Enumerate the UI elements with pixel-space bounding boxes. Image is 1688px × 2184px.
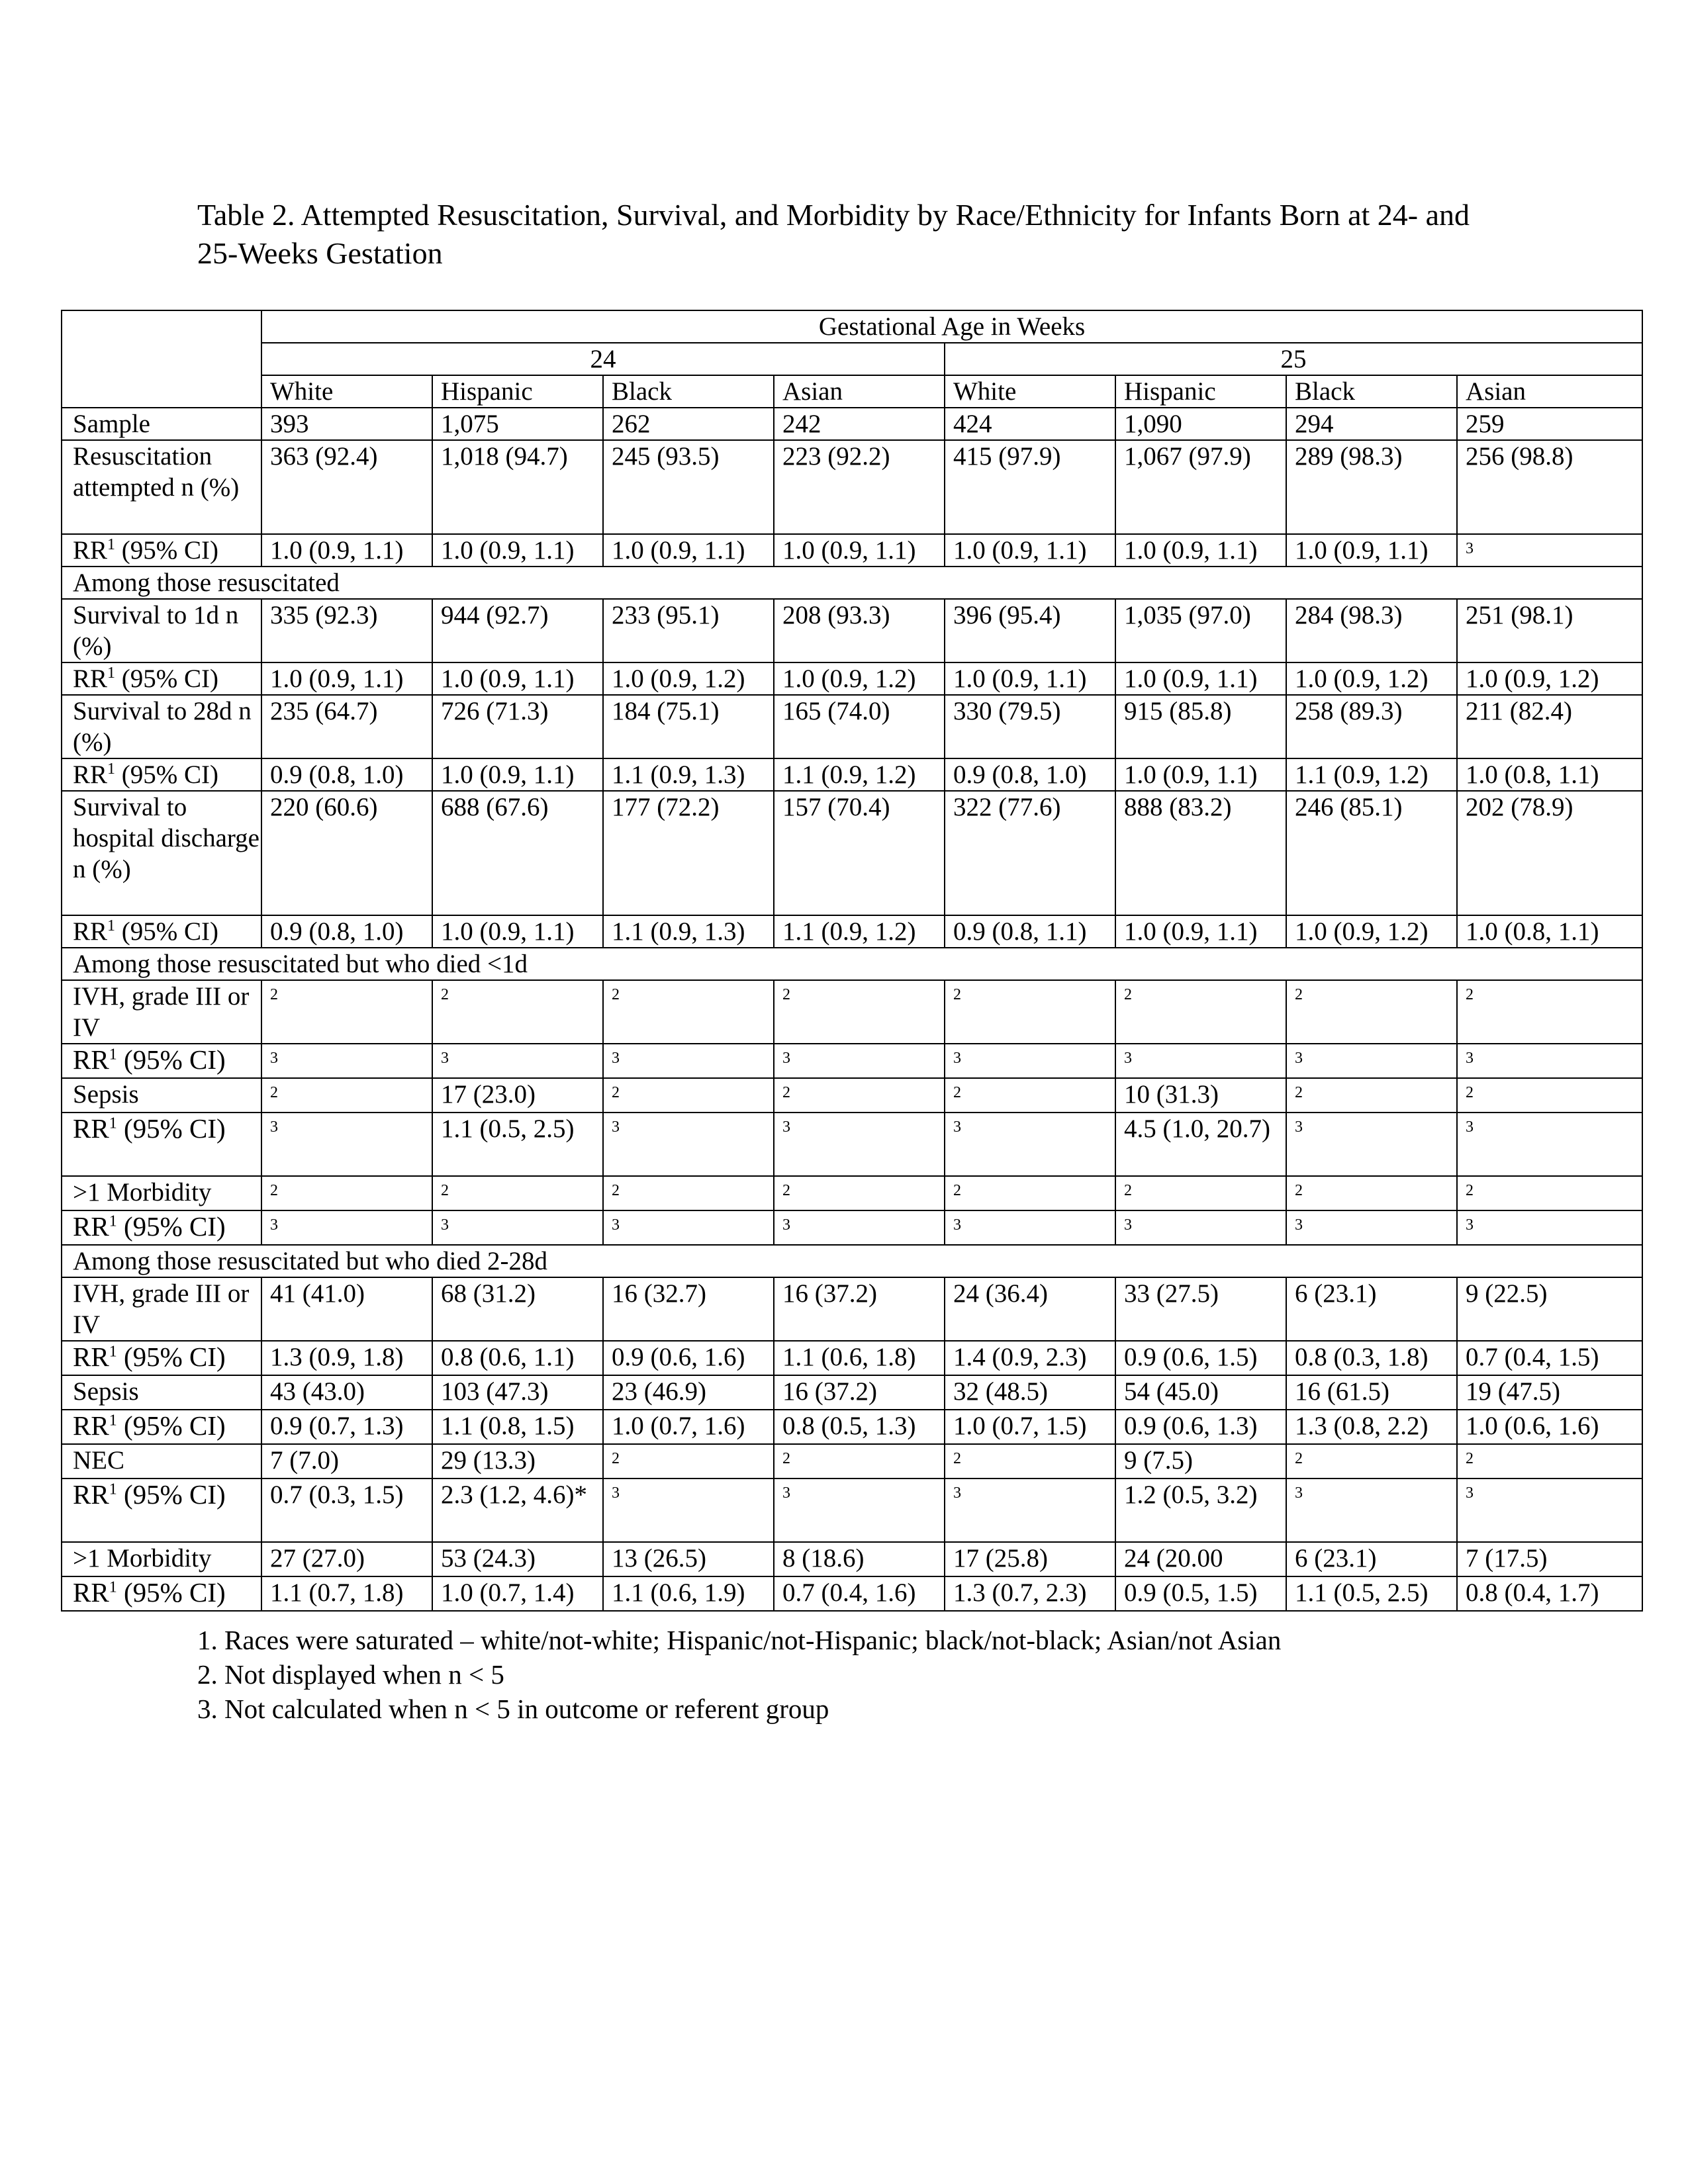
- value-cell: 220 (60.6): [261, 791, 432, 915]
- value-cell: 43 (43.0): [261, 1375, 432, 1410]
- rr-cell: 3: [1457, 1479, 1642, 1542]
- rr-label: [62, 915, 261, 948]
- rr-cell: 1.0 (0.9, 1.1): [1115, 534, 1286, 567]
- rr-row-a-morb: [62, 1210, 1642, 1245]
- value-cell: 330 (79.5): [945, 695, 1115, 758]
- value-cell: 2: [603, 1444, 774, 1479]
- row-label: NEC: [62, 1444, 261, 1479]
- rr-label: [62, 1410, 261, 1444]
- value-cell: 888 (83.2): [1115, 791, 1286, 915]
- value-cell: 9 (7.5): [1115, 1444, 1286, 1479]
- rr-cell: 3: [945, 1044, 1115, 1078]
- rr-label: [62, 662, 261, 695]
- value-cell: 251 (98.1): [1457, 599, 1642, 662]
- rr-cell: 1.0 (0.9, 1.1): [261, 534, 432, 567]
- header-row-ga: [62, 310, 1642, 343]
- rr-label: [62, 534, 261, 567]
- value-cell: 2: [603, 980, 774, 1044]
- rr-cell: 3: [774, 1113, 945, 1176]
- value-cell: 23 (46.9): [603, 1375, 774, 1410]
- rr-cell: 1.4 (0.9, 2.3): [945, 1341, 1115, 1375]
- rr-row-a-sepsis: [62, 1113, 1642, 1176]
- rr-cell: 1.0 (0.7, 1.5): [945, 1410, 1115, 1444]
- rr-footnote-marker: 1: [109, 1343, 117, 1361]
- rr-footnote-marker: 1: [109, 1046, 117, 1064]
- data-row-a-morb: [62, 1176, 1642, 1210]
- rr-cell: 1.3 (0.7, 2.3): [945, 1576, 1115, 1611]
- rr-label-text: RR: [73, 1479, 109, 1510]
- rr-label: [62, 1576, 261, 1611]
- rr-cell: 1.0 (0.9, 1.1): [432, 915, 603, 948]
- rr-cell: 1.0 (0.7, 1.4): [432, 1576, 603, 1611]
- value-cell: 9 (22.5): [1457, 1277, 1642, 1341]
- rr-cell: 1.0 (0.9, 1.1): [1115, 915, 1286, 948]
- value-cell: 157 (70.4): [774, 791, 945, 915]
- value-cell: 103 (47.3): [432, 1375, 603, 1410]
- rr-label: [62, 758, 261, 791]
- rr-cell: 0.9 (0.6, 1.3): [1115, 1410, 1286, 1444]
- rr-label-text: RR: [73, 1577, 109, 1608]
- rr-cell: 0.9 (0.8, 1.0): [261, 915, 432, 948]
- rr-cell: 0.9 (0.8, 1.0): [945, 758, 1115, 791]
- rr-label-text: RR: [73, 1410, 109, 1441]
- sample-cell: 424: [945, 408, 1115, 440]
- rr-cell: 3: [432, 1044, 603, 1078]
- rr-cell: 3: [945, 1113, 1115, 1176]
- data-row-b-nec: [62, 1444, 1642, 1479]
- rr-cell: 0.8 (0.4, 1.7): [1457, 1576, 1642, 1611]
- section-heading: Among those resuscitated but who died <1d: [62, 948, 1642, 980]
- rr-cell: 0.7 (0.4, 1.6): [774, 1576, 945, 1611]
- rr-cell: 1.0 (0.9, 1.1): [774, 534, 945, 567]
- rr-cell: 1.0 (0.9, 1.1): [432, 758, 603, 791]
- value-cell: 233 (95.1): [603, 599, 774, 662]
- value-cell: 258 (89.3): [1286, 695, 1457, 758]
- rr-cell: 1.0 (0.9, 1.1): [1115, 662, 1286, 695]
- rr-cell: 1.1 (0.8, 1.5): [432, 1410, 603, 1444]
- header-corner: [62, 310, 261, 408]
- rr-cell: 0.9 (0.6, 1.6): [603, 1341, 774, 1375]
- value-cell: 335 (92.3): [261, 599, 432, 662]
- rr-footnote-marker: 1: [109, 1412, 117, 1430]
- sample-cell: 259: [1457, 408, 1642, 440]
- rr-row-b-sepsis: [62, 1410, 1642, 1444]
- rr-row-surv28d: [62, 758, 1642, 791]
- rr-cell: 3: [261, 1113, 432, 1176]
- rr-cell: 1.0 (0.7, 1.6): [603, 1410, 774, 1444]
- rr-cell: 4.5 (1.0, 20.7): [1115, 1113, 1286, 1176]
- section-row: [62, 567, 1642, 599]
- rr-cell: 1.0 (0.9, 1.2): [774, 662, 945, 695]
- row-label: Sepsis: [62, 1375, 261, 1410]
- value-cell: 2: [1457, 1444, 1642, 1479]
- rr-cell: 3: [603, 1479, 774, 1542]
- value-cell: 1,067 (97.9): [1115, 440, 1286, 534]
- rr-cell: 1.3 (0.9, 1.8): [261, 1341, 432, 1375]
- value-cell: 322 (77.6): [945, 791, 1115, 915]
- data-row-resus: [62, 440, 1642, 534]
- rr-cell: 3: [1286, 1210, 1457, 1245]
- row-label: >1 Morbidity: [62, 1176, 261, 1210]
- value-cell: 6 (23.1): [1286, 1542, 1457, 1576]
- rr-label-suffix: (95% CI): [117, 1410, 226, 1441]
- rr-cell: 3: [774, 1044, 945, 1078]
- value-cell: 7 (17.5): [1457, 1542, 1642, 1576]
- rr-cell: 1.1 (0.9, 1.3): [603, 915, 774, 948]
- header-row-races: [62, 375, 1642, 408]
- value-cell: 415 (97.9): [945, 440, 1115, 534]
- rr-label-suffix: (95% CI): [115, 536, 218, 565]
- value-cell: 16 (37.2): [774, 1375, 945, 1410]
- section-heading: Among those resuscitated but who died 2-28d: [62, 1245, 1642, 1277]
- rr-cell: 1.0 (0.9, 1.2): [1457, 662, 1642, 695]
- data-row-a-ivh: [62, 980, 1642, 1044]
- footnote-1: 1. Races were saturated – white/not-white; Hispanic/not-Hispanic; black/not-black; Asian/not Asian: [197, 1625, 1282, 1655]
- value-cell: 6 (23.1): [1286, 1277, 1457, 1341]
- section-row: [62, 948, 1642, 980]
- value-cell: 24 (36.4): [945, 1277, 1115, 1341]
- value-cell: 2: [1286, 980, 1457, 1044]
- value-cell: 2: [432, 1176, 603, 1210]
- rr-cell: 1.2 (0.5, 3.2): [1115, 1479, 1286, 1542]
- rr-cell: 1.3 (0.8, 2.2): [1286, 1410, 1457, 1444]
- rr-cell: 1.0 (0.8, 1.1): [1457, 758, 1642, 791]
- rr-cell: 3: [603, 1044, 774, 1078]
- value-cell: 17 (25.8): [945, 1542, 1115, 1576]
- header-race: White: [945, 375, 1115, 408]
- footnote-3: 3. Not calculated when n < 5 in outcome or referent group: [197, 1694, 829, 1724]
- value-cell: 202 (78.9): [1457, 791, 1642, 915]
- value-cell: 2: [1457, 1078, 1642, 1113]
- rr-label-text: RR: [73, 664, 108, 693]
- rr-label-suffix: (95% CI): [117, 1113, 226, 1144]
- value-cell: 2: [945, 1176, 1115, 1210]
- rr-cell: 1.1 (0.9, 1.2): [774, 758, 945, 791]
- rr-cell: 3: [603, 1113, 774, 1176]
- rr-cell: 3: [1457, 534, 1642, 567]
- value-cell: 2: [603, 1078, 774, 1113]
- rr-cell: 3: [1115, 1044, 1286, 1078]
- value-cell: 2: [1286, 1444, 1457, 1479]
- rr-row-b-ivh: [62, 1341, 1642, 1375]
- data-row-a-sepsis: [62, 1078, 1642, 1113]
- row-label: IVH, grade III or IV: [62, 1277, 261, 1341]
- rr-cell: 1.0 (0.9, 1.2): [1286, 915, 1457, 948]
- rr-cell: 3: [1286, 1044, 1457, 1078]
- value-cell: 2: [945, 1078, 1115, 1113]
- value-cell: 24 (20.00: [1115, 1542, 1286, 1576]
- value-cell: 68 (31.2): [432, 1277, 603, 1341]
- value-cell: 246 (85.1): [1286, 791, 1457, 915]
- value-cell: 2: [774, 980, 945, 1044]
- rr-cell: 1.0 (0.9, 1.1): [432, 534, 603, 567]
- rr-cell: 1.1 (0.9, 1.2): [1286, 758, 1457, 791]
- rr-cell: 0.8 (0.3, 1.8): [1286, 1341, 1457, 1375]
- rr-cell: 1.1 (0.5, 2.5): [432, 1113, 603, 1176]
- rr-row-b-nec: [62, 1479, 1642, 1542]
- rr-cell: 1.1 (0.9, 1.2): [774, 915, 945, 948]
- sample-cell: 262: [603, 408, 774, 440]
- rr-label-suffix: (95% CI): [117, 1479, 226, 1510]
- rr-cell: 0.9 (0.7, 1.3): [261, 1410, 432, 1444]
- rr-cell: 1.0 (0.9, 1.1): [432, 662, 603, 695]
- value-cell: 2: [1115, 980, 1286, 1044]
- rr-cell: 3: [1286, 1479, 1457, 1542]
- rr-cell: 3: [1457, 1113, 1642, 1176]
- value-cell: 284 (98.3): [1286, 599, 1457, 662]
- value-cell: 944 (92.7): [432, 599, 603, 662]
- value-cell: 27 (27.0): [261, 1542, 432, 1576]
- value-cell: 32 (48.5): [945, 1375, 1115, 1410]
- row-label: Survival to 1d n (%): [62, 599, 261, 662]
- header-race: Black: [603, 375, 774, 408]
- rr-cell: 1.0 (0.9, 1.1): [1115, 758, 1286, 791]
- sample-cell: 1,075: [432, 408, 603, 440]
- rr-label-suffix: (95% CI): [117, 1342, 226, 1372]
- value-cell: 7 (7.0): [261, 1444, 432, 1479]
- rr-label-suffix: (95% CI): [117, 1577, 226, 1608]
- rr-cell: 0.7 (0.3, 1.5): [261, 1479, 432, 1542]
- value-cell: 10 (31.3): [1115, 1078, 1286, 1113]
- value-cell: 41 (41.0): [261, 1277, 432, 1341]
- rr-cell: 2.3 (1.2, 4.6)*: [432, 1479, 603, 1542]
- sample-cell: 294: [1286, 408, 1457, 440]
- row-label: Sepsis: [62, 1078, 261, 1113]
- rr-cell: 3: [261, 1044, 432, 1078]
- rr-cell: 0.9 (0.5, 1.5): [1115, 1576, 1286, 1611]
- rr-cell: 3: [774, 1210, 945, 1245]
- value-cell: 223 (92.2): [774, 440, 945, 534]
- rr-label: [62, 1479, 261, 1542]
- header-week-25: 25: [945, 343, 1642, 375]
- rr-row-surv1d: [62, 662, 1642, 695]
- value-cell: 177 (72.2): [603, 791, 774, 915]
- value-cell: 2: [261, 980, 432, 1044]
- rr-label-text: RR: [73, 917, 108, 946]
- rr-label-text: RR: [73, 1044, 109, 1075]
- table-title: Table 2. Attempted Resuscitation, Survival, and Morbidity by Race/Ethnicity for Infants Born at 24- and 25-Weeks Gestation: [197, 198, 1470, 270]
- data-row-surv28d: [62, 695, 1642, 758]
- value-cell: 1,035 (97.0): [1115, 599, 1286, 662]
- value-cell: 2: [945, 980, 1115, 1044]
- rr-cell: 1.0 (0.9, 1.2): [603, 662, 774, 695]
- footnotes: [197, 1623, 1521, 1726]
- rr-row-b-morb: [62, 1576, 1642, 1611]
- rr-footnote-marker: 1: [107, 917, 116, 934]
- value-cell: 165 (74.0): [774, 695, 945, 758]
- value-cell: 2: [1286, 1176, 1457, 1210]
- value-cell: 2: [603, 1176, 774, 1210]
- rr-cell: 1.0 (0.9, 1.1): [1286, 534, 1457, 567]
- data-row-b-morb: [62, 1542, 1642, 1576]
- row-label: IVH, grade III or IV: [62, 980, 261, 1044]
- footnote-2: 2. Not displayed when n < 5: [197, 1659, 504, 1690]
- value-cell: 289 (98.3): [1286, 440, 1457, 534]
- sample-cell: 242: [774, 408, 945, 440]
- rr-cell: 1.0 (0.9, 1.1): [261, 662, 432, 695]
- value-cell: 2: [1115, 1176, 1286, 1210]
- value-cell: 363 (92.4): [261, 440, 432, 534]
- rr-cell: 0.8 (0.5, 1.3): [774, 1410, 945, 1444]
- value-cell: 2: [945, 1444, 1115, 1479]
- value-cell: 2: [261, 1176, 432, 1210]
- rr-footnote-marker: 1: [107, 536, 116, 553]
- row-label: Resuscitation attempted n (%): [62, 440, 261, 534]
- header-race: Black: [1286, 375, 1457, 408]
- header-gestational-age: Gestational Age in Weeks: [261, 310, 1642, 343]
- sample-row: [62, 408, 1642, 440]
- header-race: Hispanic: [1115, 375, 1286, 408]
- rr-cell: 1.1 (0.5, 2.5): [1286, 1576, 1457, 1611]
- rr-footnote-marker: 1: [109, 1578, 117, 1596]
- value-cell: 2: [261, 1078, 432, 1113]
- rr-cell: 3: [1286, 1113, 1457, 1176]
- rr-cell: 3: [432, 1210, 603, 1245]
- rr-cell: 1.0 (0.6, 1.6): [1457, 1410, 1642, 1444]
- section-row: [62, 1245, 1642, 1277]
- rr-row-resus: [62, 534, 1642, 567]
- value-cell: 396 (95.4): [945, 599, 1115, 662]
- rr-label-text: RR: [73, 1211, 109, 1242]
- value-cell: 16 (61.5): [1286, 1375, 1457, 1410]
- value-cell: 915 (85.8): [1115, 695, 1286, 758]
- rr-label: [62, 1113, 261, 1176]
- header-race: Asian: [774, 375, 945, 408]
- value-cell: 2: [774, 1078, 945, 1113]
- rr-label-text: RR: [73, 1342, 109, 1372]
- value-cell: 2: [1286, 1078, 1457, 1113]
- rr-row-a-ivh: [62, 1044, 1642, 1078]
- header-row-weeks: [62, 343, 1642, 375]
- data-row-b-sepsis: [62, 1375, 1642, 1410]
- header-race: White: [261, 375, 432, 408]
- rr-cell: 3: [261, 1210, 432, 1245]
- rr-footnote-marker: 1: [109, 1115, 117, 1132]
- rr-cell: 1.1 (0.6, 1.9): [603, 1576, 774, 1611]
- rr-cell: 3: [945, 1210, 1115, 1245]
- sample-cell: 393: [261, 408, 432, 440]
- value-cell: 235 (64.7): [261, 695, 432, 758]
- header-week-24: 24: [261, 343, 945, 375]
- value-cell: 16 (37.2): [774, 1277, 945, 1341]
- rr-cell: 1.0 (0.9, 1.1): [945, 662, 1115, 695]
- row-label: Survival to hospital discharge n (%): [62, 791, 261, 915]
- value-cell: 33 (27.5): [1115, 1277, 1286, 1341]
- rr-label-suffix: (95% CI): [115, 917, 218, 946]
- value-cell: 19 (47.5): [1457, 1375, 1642, 1410]
- header-race: Hispanic: [432, 375, 603, 408]
- value-cell: 184 (75.1): [603, 695, 774, 758]
- rr-cell: 0.7 (0.4, 1.5): [1457, 1341, 1642, 1375]
- value-cell: 256 (98.8): [1457, 440, 1642, 534]
- rr-label-text: RR: [73, 1113, 109, 1144]
- rr-cell: 1.0 (0.8, 1.1): [1457, 915, 1642, 948]
- value-cell: 2: [432, 980, 603, 1044]
- rr-label-suffix: (95% CI): [115, 664, 218, 693]
- value-cell: 2: [1457, 1176, 1642, 1210]
- rr-label-suffix: (95% CI): [117, 1211, 226, 1242]
- rr-label-suffix: (95% CI): [115, 760, 218, 789]
- rr-footnote-marker: 1: [109, 1480, 117, 1498]
- rr-label: [62, 1044, 261, 1078]
- rr-cell: 3: [603, 1210, 774, 1245]
- rr-cell: 3: [1115, 1210, 1286, 1245]
- value-cell: 1,018 (94.7): [432, 440, 603, 534]
- value-cell: 53 (24.3): [432, 1542, 603, 1576]
- value-cell: 211 (82.4): [1457, 695, 1642, 758]
- rr-footnote-marker: 1: [109, 1212, 117, 1230]
- value-cell: 13 (26.5): [603, 1542, 774, 1576]
- rr-label: [62, 1341, 261, 1375]
- rr-label-text: RR: [73, 760, 108, 789]
- value-cell: 726 (71.3): [432, 695, 603, 758]
- rr-cell: 0.8 (0.6, 1.1): [432, 1341, 603, 1375]
- value-cell: 245 (93.5): [603, 440, 774, 534]
- value-cell: 208 (93.3): [774, 599, 945, 662]
- rr-label: [62, 1210, 261, 1245]
- rr-footnote-marker: 1: [107, 760, 116, 778]
- rr-footnote-marker: 1: [107, 664, 116, 682]
- rr-cell: 1.1 (0.6, 1.8): [774, 1341, 945, 1375]
- data-row-survdc: [62, 791, 1642, 915]
- data-row-surv1d: [62, 599, 1642, 662]
- rr-label-suffix: (95% CI): [117, 1044, 226, 1075]
- header-race: Asian: [1457, 375, 1642, 408]
- rr-row-survdc: [62, 915, 1642, 948]
- rr-cell: 0.9 (0.8, 1.1): [945, 915, 1115, 948]
- value-cell: 688 (67.6): [432, 791, 603, 915]
- data-row-b-ivh: [62, 1277, 1642, 1341]
- value-cell: 2: [1457, 980, 1642, 1044]
- value-cell: 16 (32.7): [603, 1277, 774, 1341]
- rr-cell: 3: [945, 1479, 1115, 1542]
- rr-cell: 1.1 (0.7, 1.8): [261, 1576, 432, 1611]
- rr-cell: 3: [774, 1479, 945, 1542]
- rr-cell: 3: [1457, 1210, 1642, 1245]
- row-label: >1 Morbidity: [62, 1542, 261, 1576]
- row-label: Survival to 28d n (%): [62, 695, 261, 758]
- value-cell: 29 (13.3): [432, 1444, 603, 1479]
- sample-cell: 1,090: [1115, 408, 1286, 440]
- rr-cell: 0.9 (0.6, 1.5): [1115, 1341, 1286, 1375]
- rr-label-text: RR: [73, 536, 108, 565]
- value-cell: 2: [774, 1444, 945, 1479]
- value-cell: 54 (45.0): [1115, 1375, 1286, 1410]
- rr-cell: 1.0 (0.9, 1.1): [945, 534, 1115, 567]
- value-cell: 17 (23.0): [432, 1078, 603, 1113]
- rr-cell: 1.0 (0.9, 1.1): [603, 534, 774, 567]
- section-heading: Among those resuscitated: [62, 567, 1642, 599]
- results-table: [61, 310, 1643, 1612]
- value-cell: 8 (18.6): [774, 1542, 945, 1576]
- rr-cell: 1.1 (0.9, 1.3): [603, 758, 774, 791]
- row-label-sample: Sample: [62, 408, 261, 440]
- rr-cell: 1.0 (0.9, 1.2): [1286, 662, 1457, 695]
- rr-cell: 0.9 (0.8, 1.0): [261, 758, 432, 791]
- rr-cell: 3: [1457, 1044, 1642, 1078]
- value-cell: 2: [774, 1176, 945, 1210]
